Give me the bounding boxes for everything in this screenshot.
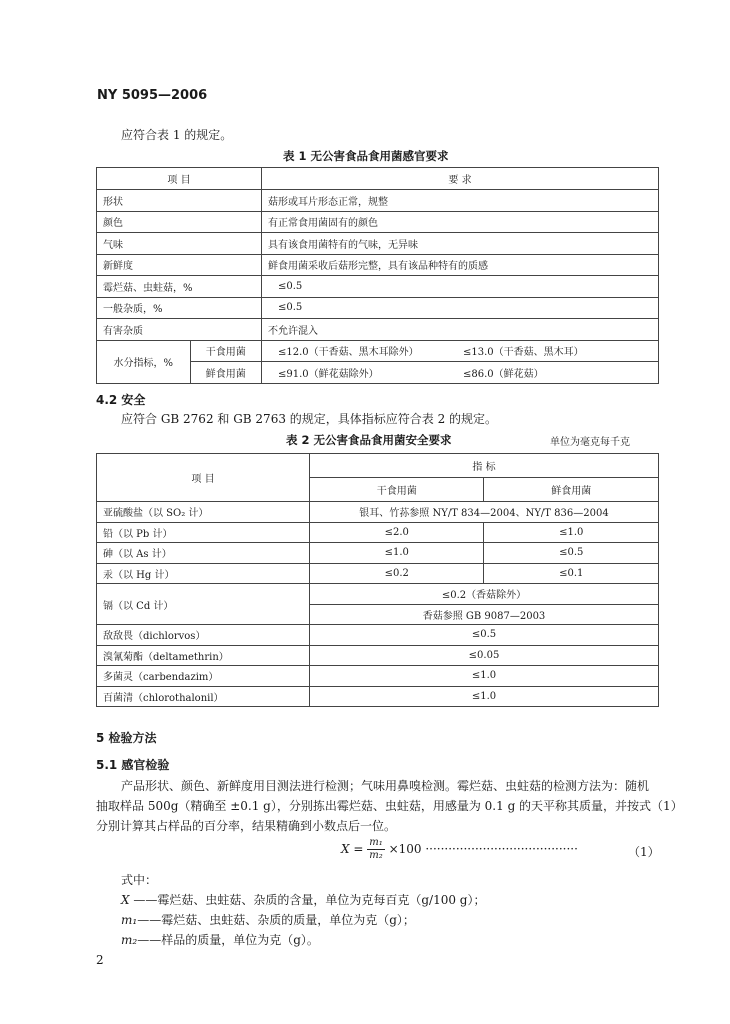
- safety-requirements-table: [96, 453, 659, 707]
- table2-col-fresh: 鲜食用菌: [484, 478, 659, 502]
- table-row: [97, 233, 659, 255]
- definition-text: 霉烂菇、虫蛀菇、杂质的含量，单位为克每百克（g/100 g）；: [157, 893, 486, 907]
- section-4-2-text: 应符合 GB 2762 和 GB 2763 的规定，具体指标应符合表 2 的规定。: [121, 412, 498, 426]
- dry-moisture-values: [262, 340, 659, 362]
- moisture-label: 水分指标，%: [97, 340, 191, 383]
- table2-span-value: ≤1.0: [310, 686, 659, 707]
- formula-number: （1）: [628, 845, 660, 859]
- table1-item: 气味: [97, 233, 262, 255]
- table-row: [97, 297, 659, 319]
- table-row: [97, 211, 659, 233]
- table2-col-dry: 干食用菌: [310, 478, 484, 502]
- table2-span-value: ≤0.5: [310, 625, 659, 646]
- table-row: [97, 502, 659, 523]
- table1-item: 形状: [97, 190, 262, 212]
- table-row: [97, 319, 659, 341]
- definition-text: 样品的质量，单位为克（g）。: [161, 933, 319, 947]
- dry-moisture-a: ≤12.0（干香菇、黑木耳除外）: [278, 347, 419, 359]
- table2-item: 敌敌畏（dichlorvos）: [97, 625, 310, 646]
- table-row: [97, 625, 659, 646]
- table-row: [97, 522, 659, 543]
- table2-span-value: 银耳、竹荪参照 NY/T 834—2004、NY/T 836—2004: [310, 502, 659, 523]
- paragraph-line: 产品形状、颜色、新鲜度用目测法进行检测；气味用鼻嗅检测。霉烂菇、虫蛀菇的检测方法为：随机: [121, 779, 650, 793]
- fresh-moisture-a: ≤91.0（鲜花菇除外）: [278, 368, 379, 380]
- formula-rhs: ×100 ········································: [388, 842, 578, 856]
- table-row: [97, 254, 659, 276]
- table2-span-value: ≤1.0: [310, 666, 659, 687]
- table2-fresh-value: ≤0.5: [484, 543, 659, 564]
- definition-symbol: m₁——: [121, 913, 162, 927]
- table2-col-index: 指 标: [310, 454, 659, 478]
- table2-item: 溴氰菊酯（deltamethrin）: [97, 645, 310, 666]
- table-row: [97, 584, 659, 605]
- table1-req: 具有该食用菌特有的气味，无异味: [262, 233, 659, 255]
- table2-item: 镉（以 Cd 计）: [97, 584, 310, 625]
- table1-item: 颜色: [97, 211, 262, 233]
- definition-line: [121, 931, 319, 948]
- table1-req: 鲜食用菌采收后菇形完整，具有该品种特有的质感: [262, 254, 659, 276]
- formula-1: [341, 838, 578, 861]
- section-4-2-heading: 4.2 安全: [96, 393, 146, 407]
- intro-line: 应符合表 1 的规定。: [121, 128, 233, 142]
- table1-req: 有正常食用菌固有的颜色: [262, 211, 659, 233]
- table2-fresh-value: ≤0.1: [484, 563, 659, 584]
- formula-numerator: m₁: [369, 837, 383, 848]
- formula-lhs: X =: [341, 842, 364, 856]
- definition-symbol: m₂——: [121, 933, 162, 947]
- table2-unit: 单位为毫克每千克: [550, 437, 630, 448]
- definition-text: 霉烂菇、虫蛀菇、杂质的质量，单位为克（g）；: [161, 913, 415, 927]
- table2-item: 汞（以 Hg 计）: [97, 563, 310, 584]
- table2-fresh-value: ≤1.0: [484, 522, 659, 543]
- table-row: [97, 686, 659, 707]
- table2-item: 亚硫酸盐（以 SO₂ 计）: [97, 502, 310, 523]
- table1-col-requirement: 要 求: [262, 168, 659, 190]
- definition-symbol: X ——: [121, 893, 158, 907]
- formula-fraction: [367, 838, 385, 861]
- where-label: 式中：: [121, 873, 158, 887]
- table2-dry-value: ≤1.0: [310, 543, 484, 564]
- table1-req: 菇形或耳片形态正常，规整: [262, 190, 659, 212]
- table2-item: 砷（以 As 计）: [97, 543, 310, 564]
- definition-line: [121, 911, 415, 928]
- paragraph-line: 分别计算其占样品的百分率，结果精确到小数点后一位。: [96, 819, 397, 833]
- table2-item: 多菌灵（carbendazim）: [97, 666, 310, 687]
- table1-item: 有害杂质: [97, 319, 262, 341]
- table1-caption: 表 1 无公害食品食用菌感官要求: [283, 149, 449, 163]
- table1-req: 不允许混入: [262, 319, 659, 341]
- paragraph-line: 抽取样品 500g（精确至 ±0.1 g），分别拣出霉烂菇、虫蛀菇，用感量为 0.1 g 的天平称其质量，并按式（1）: [96, 799, 683, 813]
- table1-header-row: [97, 168, 659, 190]
- table-row: [97, 666, 659, 687]
- fresh-moisture-values: [262, 362, 659, 384]
- fresh-moisture-b: ≤86.0（鲜花菇）: [463, 368, 544, 380]
- table2-dry-value: ≤2.0: [310, 522, 484, 543]
- formula-denominator: m₂: [369, 850, 383, 861]
- fresh-fungi-label: 鲜食用菌: [190, 362, 261, 384]
- table2-caption: 表 2 无公害食品食用菌安全要求: [286, 433, 452, 447]
- table-row: [97, 190, 659, 212]
- table-row: [97, 543, 659, 564]
- sensory-requirements-table: [96, 167, 659, 384]
- table-row: [97, 340, 659, 362]
- table2-col-item: 项 目: [97, 454, 310, 502]
- table2-item: 铅（以 Pb 计）: [97, 522, 310, 543]
- table2-span-value: ≤0.05: [310, 645, 659, 666]
- table1-req: ≤0.5: [262, 297, 659, 319]
- table1-req: ≤0.5: [262, 276, 659, 298]
- table1-col-item: 项 目: [97, 168, 262, 190]
- standard-code-header: NY 5095—2006: [97, 88, 208, 103]
- table2-header-row: [97, 454, 659, 478]
- page-number: 2: [96, 953, 104, 967]
- cadmium-shiitake-note: 香菇参照 GB 9087—2003: [310, 604, 659, 625]
- table-row: [97, 645, 659, 666]
- table1-item: 新鲜度: [97, 254, 262, 276]
- section-5-1-heading: 5.1 感官检验: [96, 758, 170, 772]
- table-row: [97, 563, 659, 584]
- dry-moisture-b: ≤13.0（干香菇、黑木耳）: [463, 347, 584, 359]
- dry-fungi-label: 干食用菌: [190, 340, 261, 362]
- definition-line: [121, 891, 486, 908]
- section-5-heading: 5 检验方法: [96, 731, 157, 745]
- table2-item: 百菌清（chlorothalonil）: [97, 686, 310, 707]
- table1-item: 一般杂质，%: [97, 297, 262, 319]
- table1-item: 霉烂菇、虫蛀菇，%: [97, 276, 262, 298]
- cadmium-limit: ≤0.2（香菇除外）: [310, 584, 659, 605]
- table-row: [97, 276, 659, 298]
- table2-dry-value: ≤0.2: [310, 563, 484, 584]
